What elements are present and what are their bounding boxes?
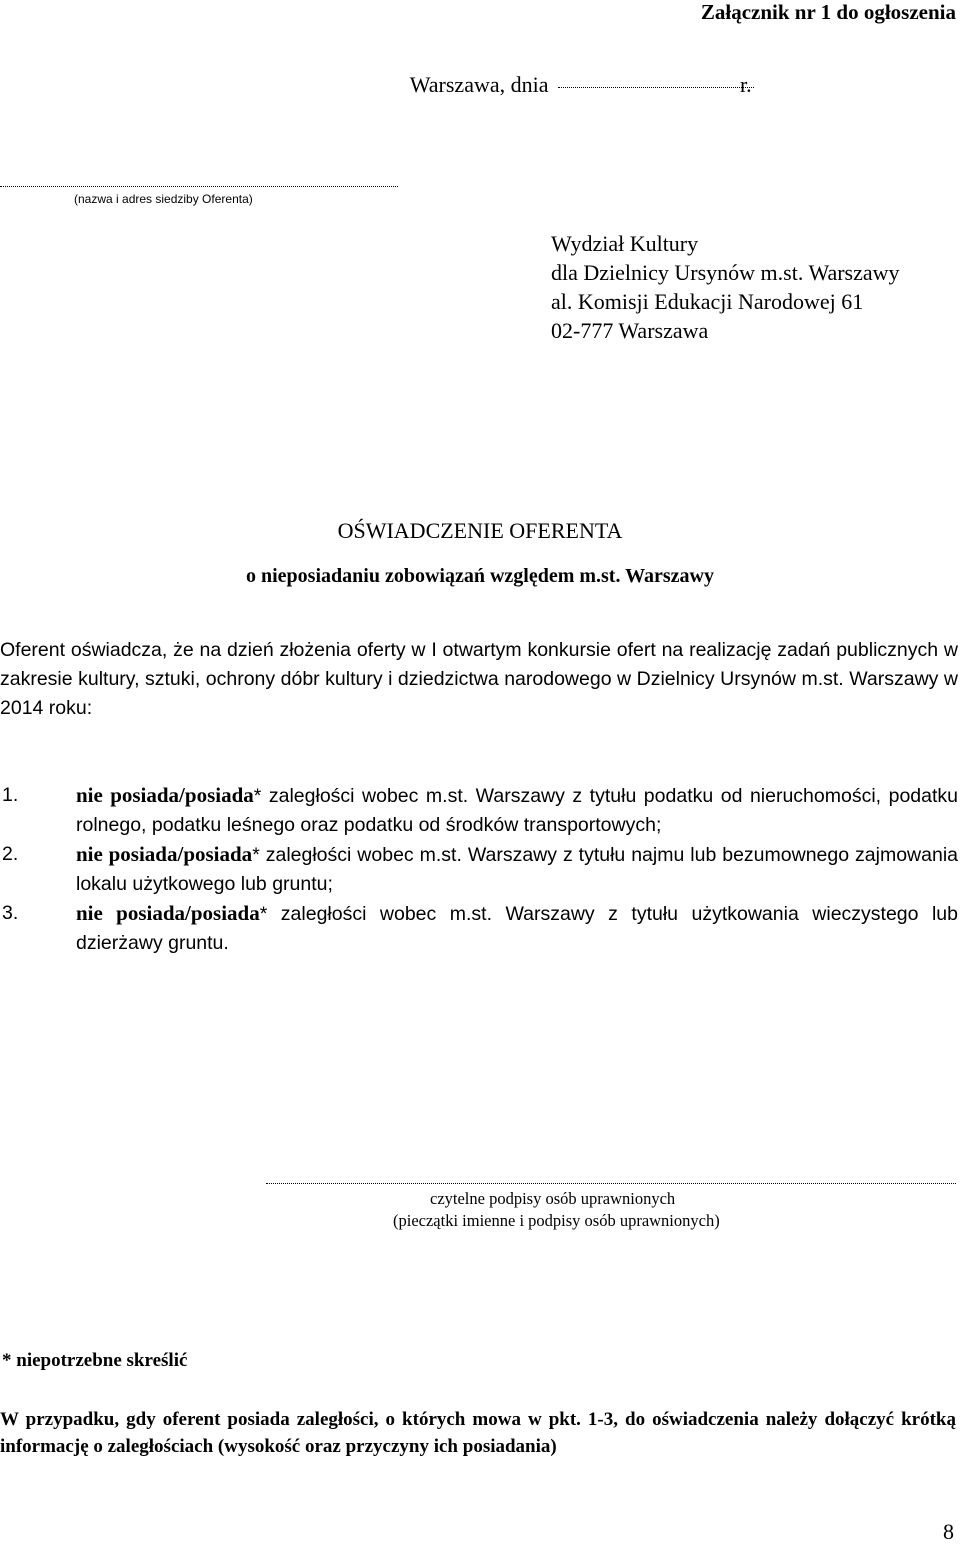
item-number: 1. — [2, 784, 19, 806]
item-text — [76, 840, 958, 899]
item-choice[interactable]: nie posiada/posiada — [76, 783, 254, 807]
signature-field[interactable] — [266, 1183, 956, 1184]
date-label: Warszawa, dnia — [409, 72, 549, 97]
item-number: 2. — [2, 843, 19, 865]
addressee-line: dla Dzielnicy Ursynów m.st. Warszawy — [551, 260, 900, 285]
signature-caption-stamp: (pieczątki imienne i podpisy osób uprawnionych) — [393, 1211, 720, 1230]
list-item — [0, 840, 958, 899]
date-suffix: r. — [740, 72, 752, 97]
annex-label: Załącznik nr 1 do ogłoszenia — [700, 0, 956, 24]
declaration-list — [0, 781, 958, 958]
document-subtitle: o nieposiadaniu zobowiązań względem m.st. Warszawy — [246, 565, 714, 587]
document-title: OŚWIADCZENIE OFERENTA — [337, 518, 623, 543]
item-number: 3. — [2, 902, 19, 924]
sender-field[interactable] — [0, 186, 398, 187]
item-choice[interactable]: nie posiada/posiada — [76, 842, 253, 866]
item-body: * zaległości wobec m.st. Warszawy z tytułu użytkowania wieczystego lub dzierżawy gruntu. — [76, 903, 958, 954]
footnote: * niepotrzebne skreślić — [2, 1350, 188, 1371]
addressee-block — [551, 229, 900, 345]
list-item — [0, 781, 958, 840]
addressee-line: al. Komisji Edukacji Narodowej 61 — [551, 289, 864, 314]
item-body: * zaległości wobec m.st. Warszawy z tytułu podatku od nieruchomości, podatku rolnego, podatku leśnego oraz podatku od środków transportowych; — [76, 785, 958, 836]
sender-caption: (nazwa i adres siedziby Oferenta) — [74, 192, 253, 206]
page-number: 8 — [943, 1519, 954, 1544]
item-body: * zaległości wobec m.st. Warszawy z tytułu najmu lub bezumownego zajmowania lokalu użytkowego lub gruntu; — [76, 844, 958, 895]
signature-caption: czytelne podpisy osób uprawnionych — [430, 1189, 676, 1208]
date-line — [410, 72, 758, 98]
addressee-line: Wydział Kultury — [551, 231, 699, 256]
date-field[interactable] — [558, 87, 754, 88]
declaration-intro: Oferent oświadcza, że na dzień złożenia oferty w I otwartym konkursie ofert na realizację zadań publicznych w zakresie kultury, sztuki, ochrony dóbr kultury i dziedzictwa narodowego w Dzielnicy Ursynów m.st. Warszawy w 2014 roku: — [0, 639, 958, 719]
addressee-line: 02-777 Warszawa — [551, 318, 709, 343]
item-text — [76, 899, 958, 958]
item-choice[interactable]: nie posiada/posiada — [76, 901, 260, 925]
item-text — [76, 781, 958, 840]
note: W przypadku, gdy oferent posiada zaległości, o których mowa w pkt. 1-3, do oświadczenia należy dołączyć krótką informację o zaległościach (wysokość oraz przyczyny ich posiadania) — [0, 1409, 956, 1457]
list-item — [0, 899, 958, 958]
